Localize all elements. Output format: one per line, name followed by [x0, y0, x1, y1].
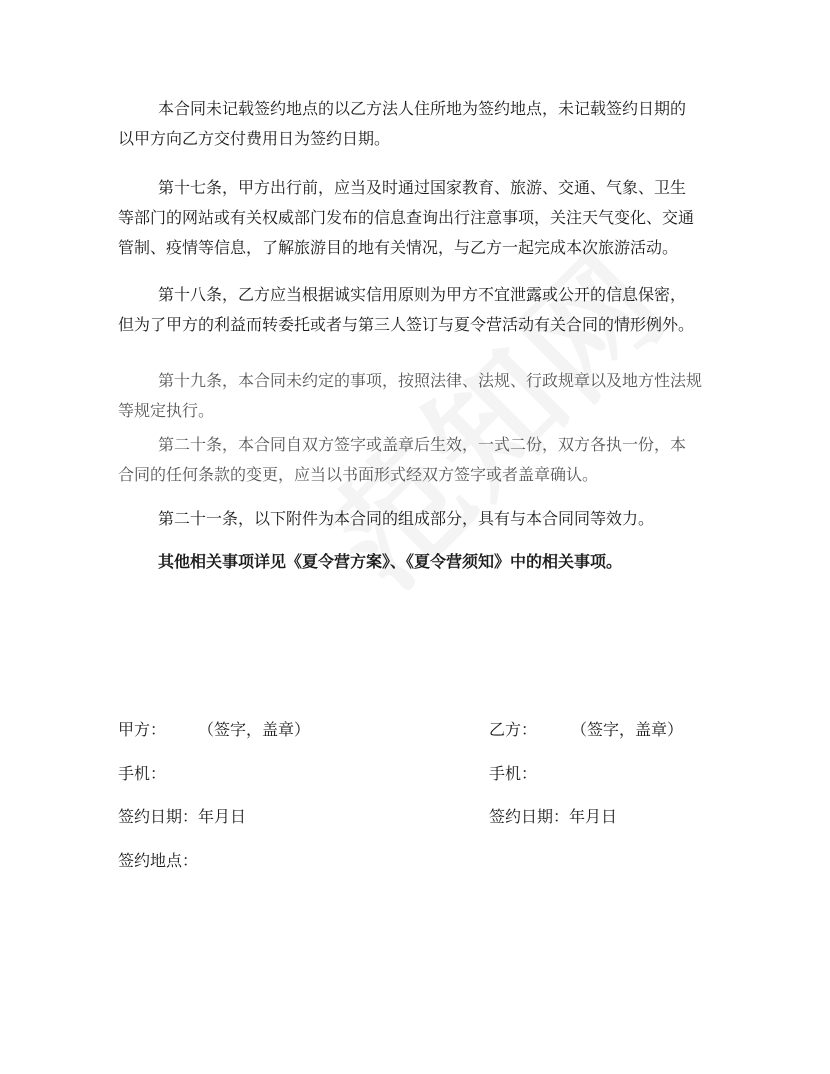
article-17-line1: 第十七条，甲方出行前，应当及时通过国家教育、旅游、交通、气象、卫生 [158, 178, 687, 197]
party-b-sign-note: （签字，盖章） [571, 720, 684, 739]
article-21-line1: 第二十一条，以下附件为本合同的组成部分，具有与本合同同等效力。 [158, 509, 655, 528]
signing-place: 签约地点： [118, 851, 199, 870]
party-b-signing-date: 签约日期：年月日 [489, 807, 618, 826]
article-19-line1: 第十九条，本合同未约定的事项，按照法律、法规、行政规章以及地方性法规 [158, 371, 703, 390]
article-18-line1: 第十八条，乙方应当根据诚实信用原则为甲方不宜泄露或公开的信息保密， [158, 285, 687, 304]
party-a-signing-date: 签约日期：年月日 [118, 807, 247, 826]
related-matters-note: 其他相关事项详见《夏令营方案》、《夏令营须知》中的相关事项。 [158, 552, 623, 571]
party-a-label: 甲方： [118, 720, 167, 739]
paragraph-signing-place-line2: 以甲方向乙方交付费用日为签约日期。 [118, 129, 391, 148]
article-18-line2: 但为了甲方的利益而转委托或者与第三人签订与夏令营活动有关合同的情形例外。 [118, 315, 695, 334]
party-b-label: 乙方： [489, 720, 538, 739]
party-a-sign-note: （签字，盖章） [198, 720, 311, 739]
party-a-phone: 手机： [118, 764, 167, 783]
article-20-line2: 合同的任何条款的变更，应当以书面形式经双方签字或者盖章确认。 [118, 465, 599, 484]
party-b-phone: 手机： [489, 764, 538, 783]
article-17-line3: 管制、疫情等信息，了解旅游目的地有关情况，与乙方一起完成本次旅游活动。 [118, 238, 679, 257]
article-19-line2: 等规定执行。 [118, 401, 215, 420]
article-17-line2: 等部门的网站或有关权威部门发布的信息查询出行注意事项，关注天气变化、交通 [118, 208, 695, 227]
paragraph-signing-place-line1: 本合同未记载签约地点的以乙方法人住所地为签约地点，未记载签约日期的 [158, 99, 687, 118]
article-20-line1: 第二十条，本合同自双方签字或盖章后生效，一式二份，双方各执一份，本 [158, 435, 687, 454]
